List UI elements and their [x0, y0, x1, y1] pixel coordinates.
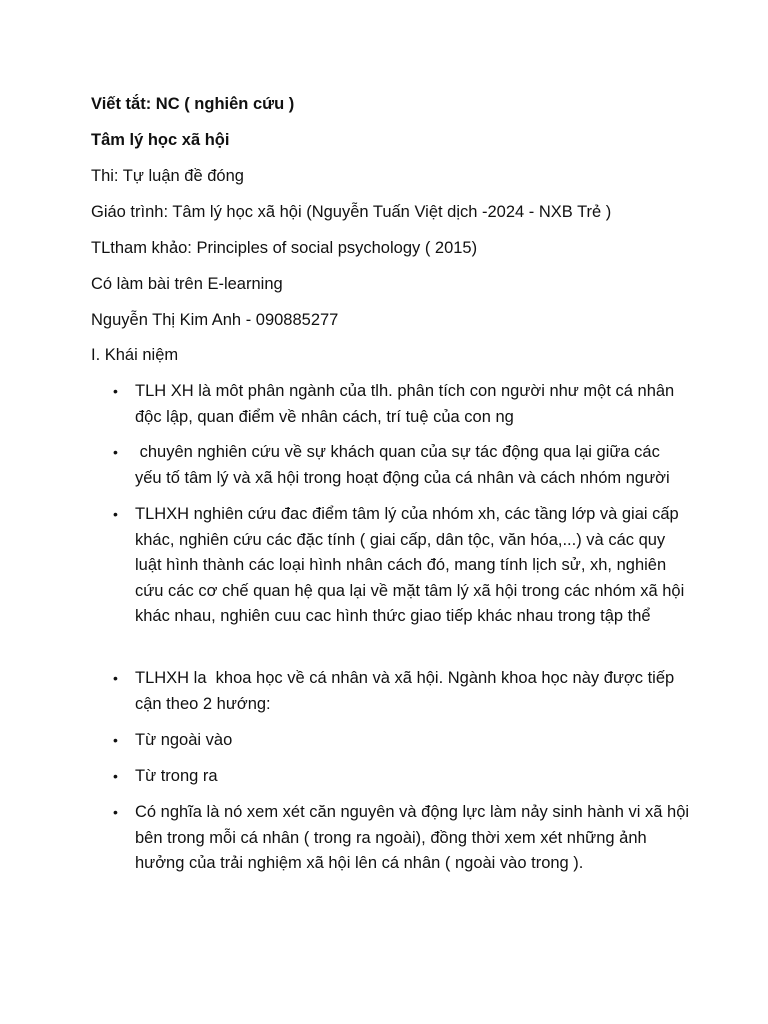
list-item — [91, 764, 691, 790]
list-item — [91, 728, 691, 754]
abbreviation-note: Viết tắt: NC ( nghiên cứu ) — [91, 95, 295, 113]
elearning-note: Có làm bài trên E-learning — [91, 275, 283, 293]
textbook-line: Giáo trình: Tâm lý học xã hội (Nguyễn Tuấn Việt dịch -2024 - NXB Trẻ ) — [91, 203, 612, 221]
list-item — [91, 666, 691, 717]
list-item-text: TLHXH nghiên cứu đac điểm tâm lý của nhóm xh, các tầng lớp và giai cấp khác, nghiên cứu các đặc tính ( giai cấp, dân tộc, văn hóa,...) và các quy luật hình thành các loại hình nhân cách đó, mang tính lịch sử, xh, nghiên cứu các cơ chế quan hệ qua lại về mặt tâm lý xã hội trong các nhóm xã hội khác nhau, nghiên cuu cac hình thức giao tiếp khác nhau trong tập thể — [135, 505, 689, 625]
list-item-text: TLH XH là môt phân ngành của tlh. phân tích con người như một cá nhân độc lập, quan điểm về nhân cách, trí tuệ của con ng — [135, 382, 679, 426]
bullet-icon: • — [113, 768, 118, 784]
list-item — [91, 379, 691, 430]
list-item — [91, 502, 691, 630]
bullet-icon: • — [113, 444, 118, 460]
list-item-text: TLHXH la khoa học về cá nhân và xã hội. Ngành khoa học này được tiếp cận theo 2 hướng: — [135, 669, 679, 713]
list-item — [91, 800, 694, 877]
subject-title: Tâm lý học xã hội — [91, 131, 230, 149]
bullet-icon: • — [113, 506, 118, 522]
list-item — [91, 440, 691, 491]
list-item-text: Từ ngoài vào — [135, 731, 233, 749]
bullet-icon: • — [113, 804, 118, 820]
bullet-icon: • — [113, 732, 118, 748]
bullet-icon: • — [113, 383, 118, 399]
list-item-text: Có nghĩa là nó xem xét căn nguyên và động lực làm nảy sinh hành vi xã hội bên trong mỗi cá nhân ( trong ra ngoài), đồng thời xem xét những ảnh hưởng của trải nghiệm xã hội lên cá nhân ( ngoài vào trong ). — [135, 803, 694, 872]
exam-format: Thi: Tự luận đề đóng — [91, 167, 244, 185]
bullet-icon: • — [113, 670, 118, 686]
reference-line: TLtham khảo: Principles of social psychology ( 2015) — [91, 239, 478, 257]
lecturer-contact: Nguyễn Thị Kim Anh - 090885277 — [91, 311, 339, 329]
list-item-text: chuyên nghiên cứu về sự khách quan của sự tác động qua lại giữa các yếu tố tâm lý và xã hội trong hoạt động của cá nhân và cách nhóm người — [135, 443, 670, 487]
section-heading: I. Khái niệm — [91, 346, 179, 364]
list-item-text: Từ trong ra — [135, 767, 218, 785]
